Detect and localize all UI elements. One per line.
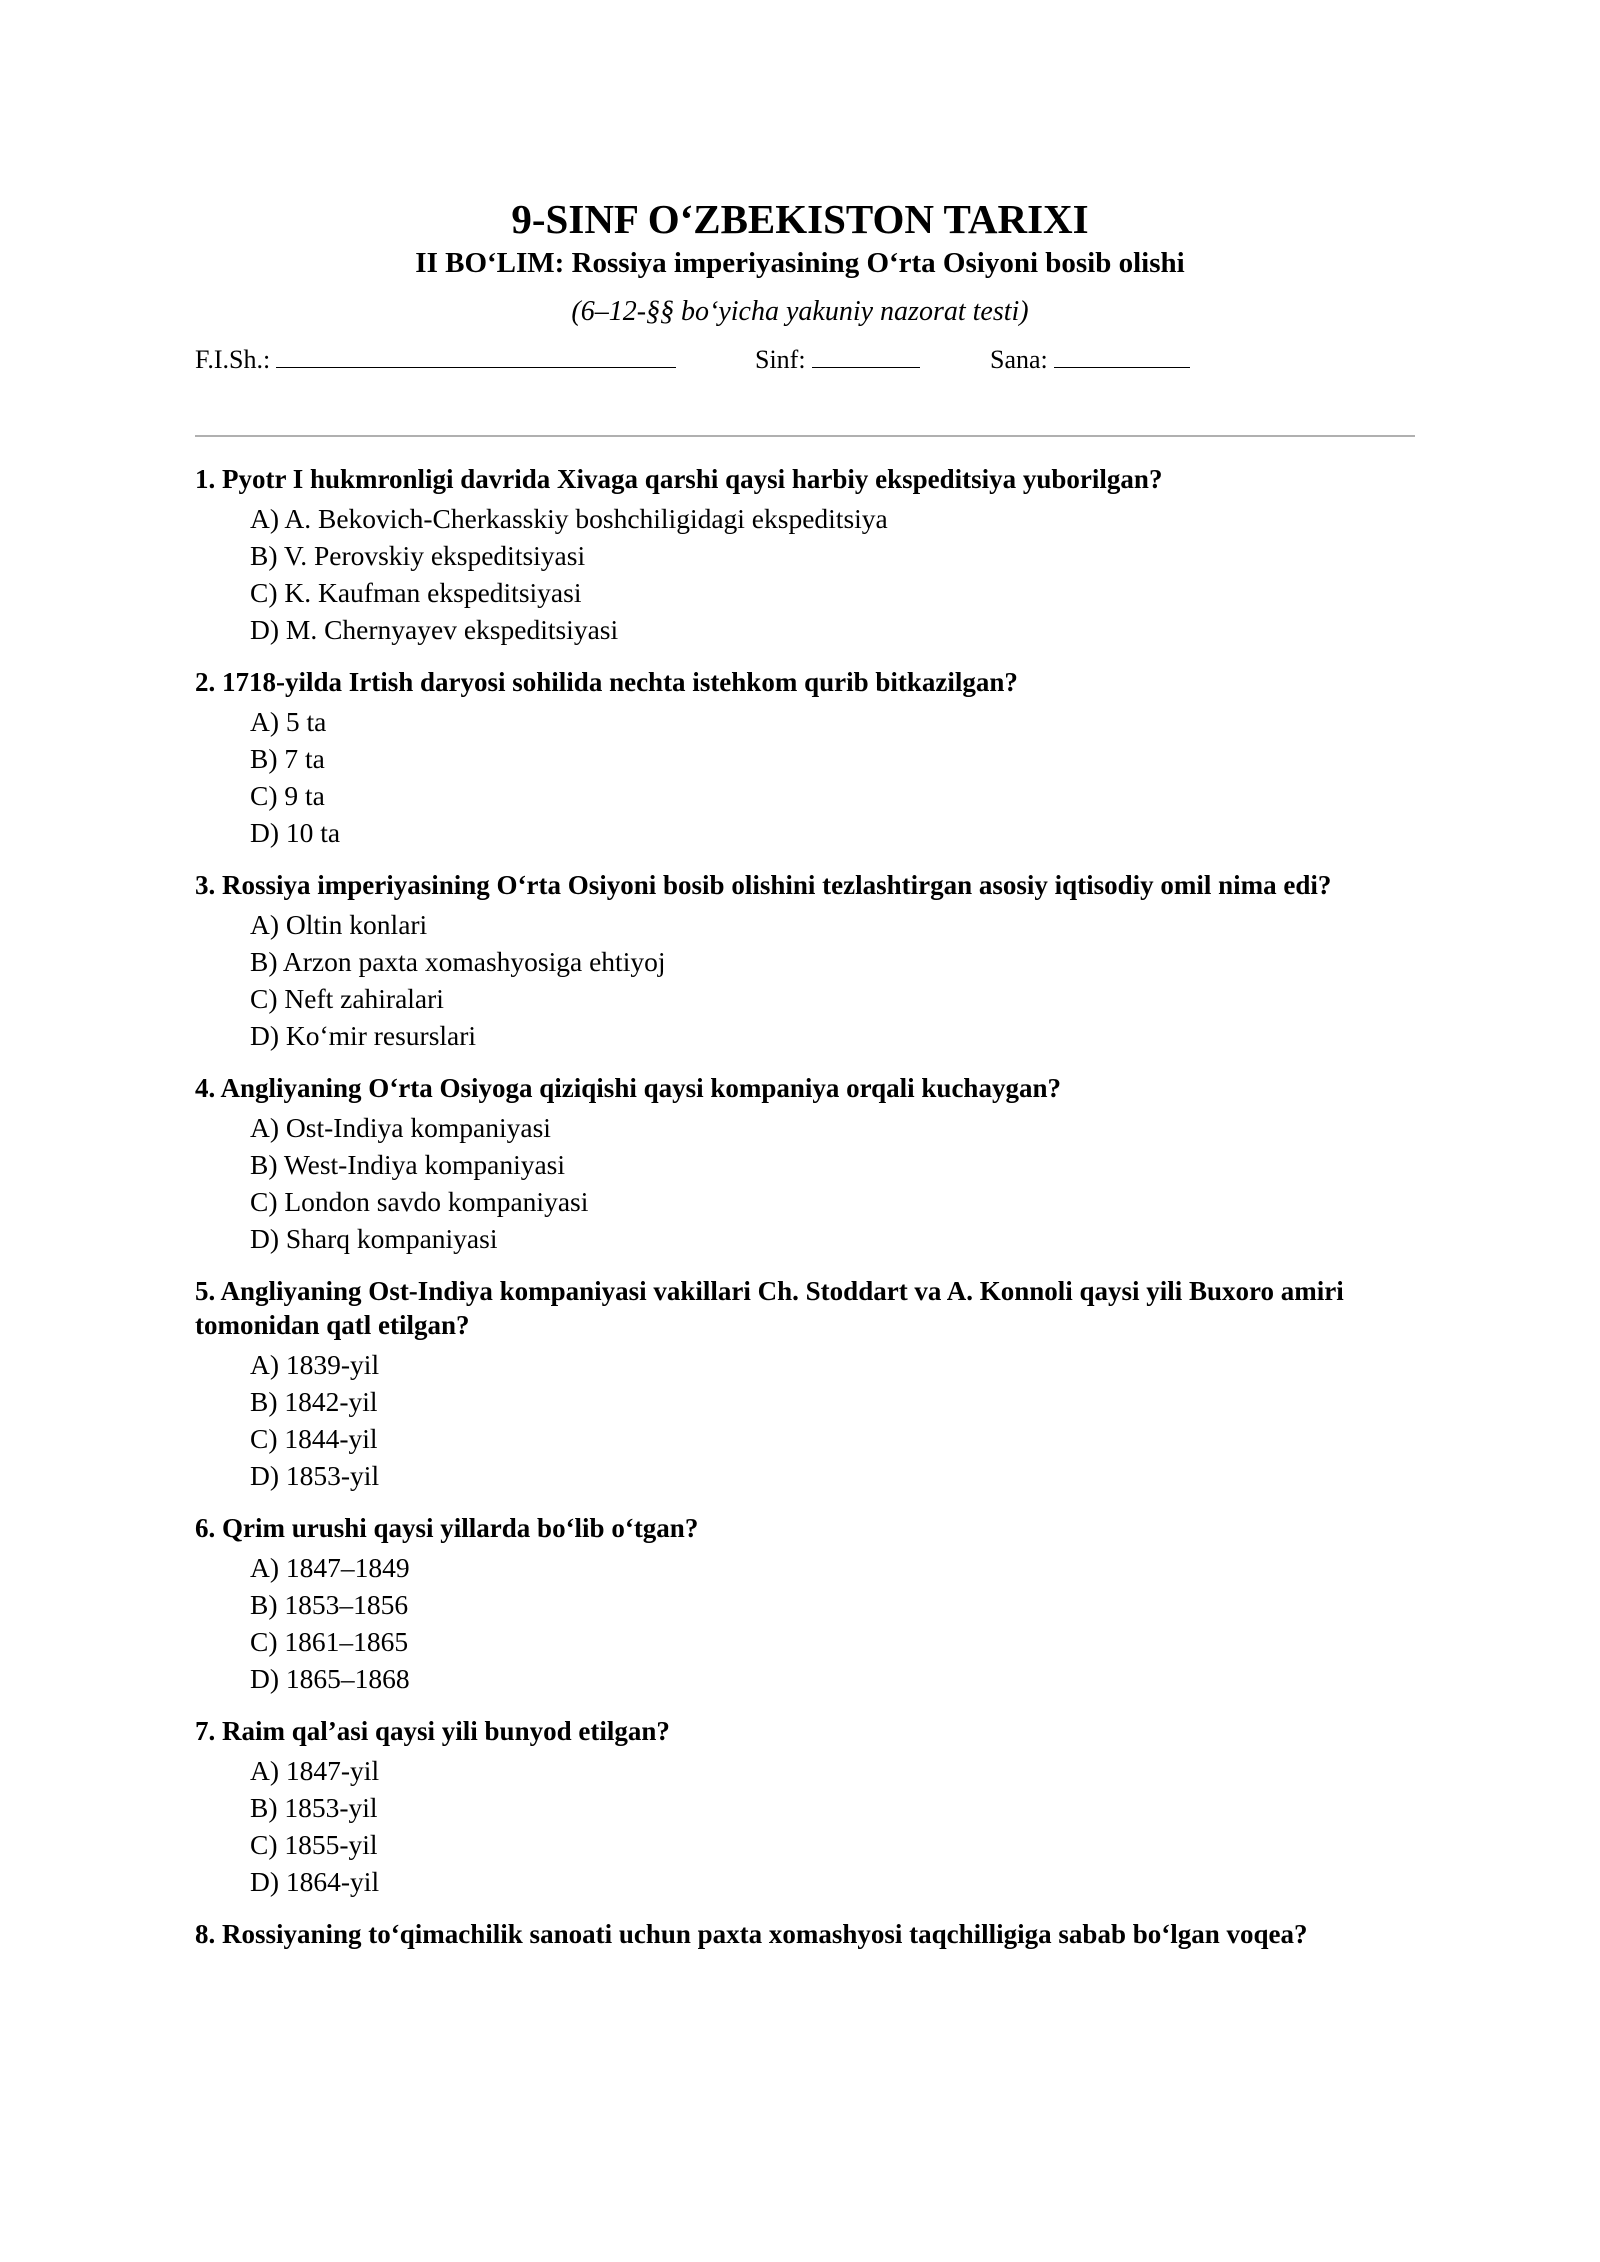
question-text: 8. Rossiyaning to‘qimachilik sanoati uchun paxta xomashyosi taqchilligiga sabab bo‘lgan voqea? xyxy=(195,1919,1308,1949)
answer-option[interactable]: A) 1839-yil xyxy=(250,1349,380,1380)
question-6 xyxy=(195,1511,1425,1697)
page-subtitle: II BO‘LIM: Rossiya imperiyasining O‘rta Osiyoni bosib olishi xyxy=(415,247,1185,279)
answer-option[interactable]: B) 7 ta xyxy=(250,743,325,774)
student-fields xyxy=(195,340,1425,380)
question-text: 2. 1718-yilda Irtish daryosi sohilida nechta istehkom qurib bitkazilgan? xyxy=(195,667,1018,697)
answer-option[interactable]: B) Arzon paxta xomashyosiga ehtiyoj xyxy=(250,946,666,977)
test-note: (6–12-§§ bo‘yicha yakuniy nazorat testi) xyxy=(571,296,1029,327)
sinf-label: Sinf: xyxy=(755,345,806,374)
answer-option[interactable]: A) 1847-yil xyxy=(250,1755,380,1786)
answer-option[interactable]: A) 1847–1849 xyxy=(250,1552,410,1583)
answer-option[interactable]: C) 1861–1865 xyxy=(250,1626,409,1657)
question-8 xyxy=(195,1917,1425,1951)
fish-label: F.I.Sh.: xyxy=(195,345,271,374)
answer-option[interactable]: A) Ost-Indiya kompaniyasi xyxy=(250,1112,551,1143)
answer-option[interactable]: C) Neft zahiralari xyxy=(250,983,444,1014)
option-list xyxy=(195,1346,1425,1494)
question-text: 4. Angliyaning O‘rta Osiyoga qiziqishi qaysi kompaniya orqali kuchaygan? xyxy=(195,1073,1061,1103)
answer-option[interactable]: C) 1844-yil xyxy=(250,1423,378,1454)
question-text: 7. Raim qal’asi qaysi yili bunyod etilgan? xyxy=(195,1716,670,1746)
answer-option[interactable]: D) 1865–1868 xyxy=(250,1663,410,1694)
answer-option[interactable]: D) 10 ta xyxy=(250,817,341,848)
answer-option[interactable]: D) Ko‘mir resurslari xyxy=(250,1020,477,1051)
sinf-blank[interactable] xyxy=(812,341,920,368)
answer-option[interactable]: A) A. Bekovich-Cherkasskiy boshchiligidagi ekspeditsiya xyxy=(250,503,888,534)
fish-blank[interactable] xyxy=(276,341,676,368)
answer-option[interactable]: D) 1864-yil xyxy=(250,1866,380,1897)
answer-option[interactable]: C) 9 ta xyxy=(250,780,325,811)
question-1 xyxy=(195,462,1425,648)
sana-label: Sana: xyxy=(990,345,1048,374)
question-5 xyxy=(195,1274,1425,1494)
answer-option[interactable]: C) K. Kaufman ekspeditsiyasi xyxy=(250,577,582,608)
option-list xyxy=(195,500,1425,648)
answer-option[interactable]: B) V. Perovskiy ekspeditsiyasi xyxy=(250,540,586,571)
question-list xyxy=(195,462,1425,1968)
question-7 xyxy=(195,1714,1425,1900)
question-text: 3. Rossiya imperiyasining O‘rta Osiyoni bosib olishini tezlashtirgan asosiy iqtisodiy omil nima edi? xyxy=(195,870,1332,900)
option-list xyxy=(195,906,1425,1054)
sinf-field xyxy=(755,340,920,380)
option-list xyxy=(195,1549,1425,1697)
answer-option[interactable]: B) 1853–1856 xyxy=(250,1589,409,1620)
question-4 xyxy=(195,1071,1425,1257)
divider xyxy=(195,435,1415,437)
answer-option[interactable]: C) 1855-yil xyxy=(250,1829,378,1860)
answer-option[interactable]: D) Sharq kompaniyasi xyxy=(250,1223,498,1254)
question-2 xyxy=(195,665,1425,851)
answer-option[interactable]: D) M. Chernyayev ekspeditsiyasi xyxy=(250,614,619,645)
option-list xyxy=(195,1752,1425,1900)
answer-option[interactable]: A) Oltin konlari xyxy=(250,909,428,940)
question-3 xyxy=(195,868,1425,1054)
answer-option[interactable]: B) 1853-yil xyxy=(250,1792,378,1823)
question-text: 1. Pyotr I hukmronligi davrida Xivaga qarshi qaysi harbiy ekspeditsiya yuborilgan? xyxy=(195,464,1163,494)
question-text: 5. Angliyaning Ost-Indiya kompaniyasi vakillari Ch. Stoddart va A. Konnoli qaysi yili Buxoro amiri tomonidan qatl etilgan? xyxy=(195,1276,1344,1340)
sana-blank[interactable] xyxy=(1054,341,1190,368)
question-text: 6. Qrim urushi qaysi yillarda bo‘lib o‘tgan? xyxy=(195,1513,699,1543)
answer-option[interactable]: A) 5 ta xyxy=(250,706,327,737)
sana-field xyxy=(990,340,1190,380)
answer-option[interactable]: C) London savdo kompaniyasi xyxy=(250,1186,589,1217)
option-list xyxy=(195,1109,1425,1257)
page-title: 9-SINF O‘ZBEKISTON TARIXI xyxy=(511,196,1089,242)
answer-option[interactable]: B) 1842-yil xyxy=(250,1386,378,1417)
option-list xyxy=(195,703,1425,851)
answer-option[interactable]: B) West-Indiya kompaniyasi xyxy=(250,1149,566,1180)
answer-option[interactable]: D) 1853-yil xyxy=(250,1460,380,1491)
fish-field xyxy=(195,340,676,380)
